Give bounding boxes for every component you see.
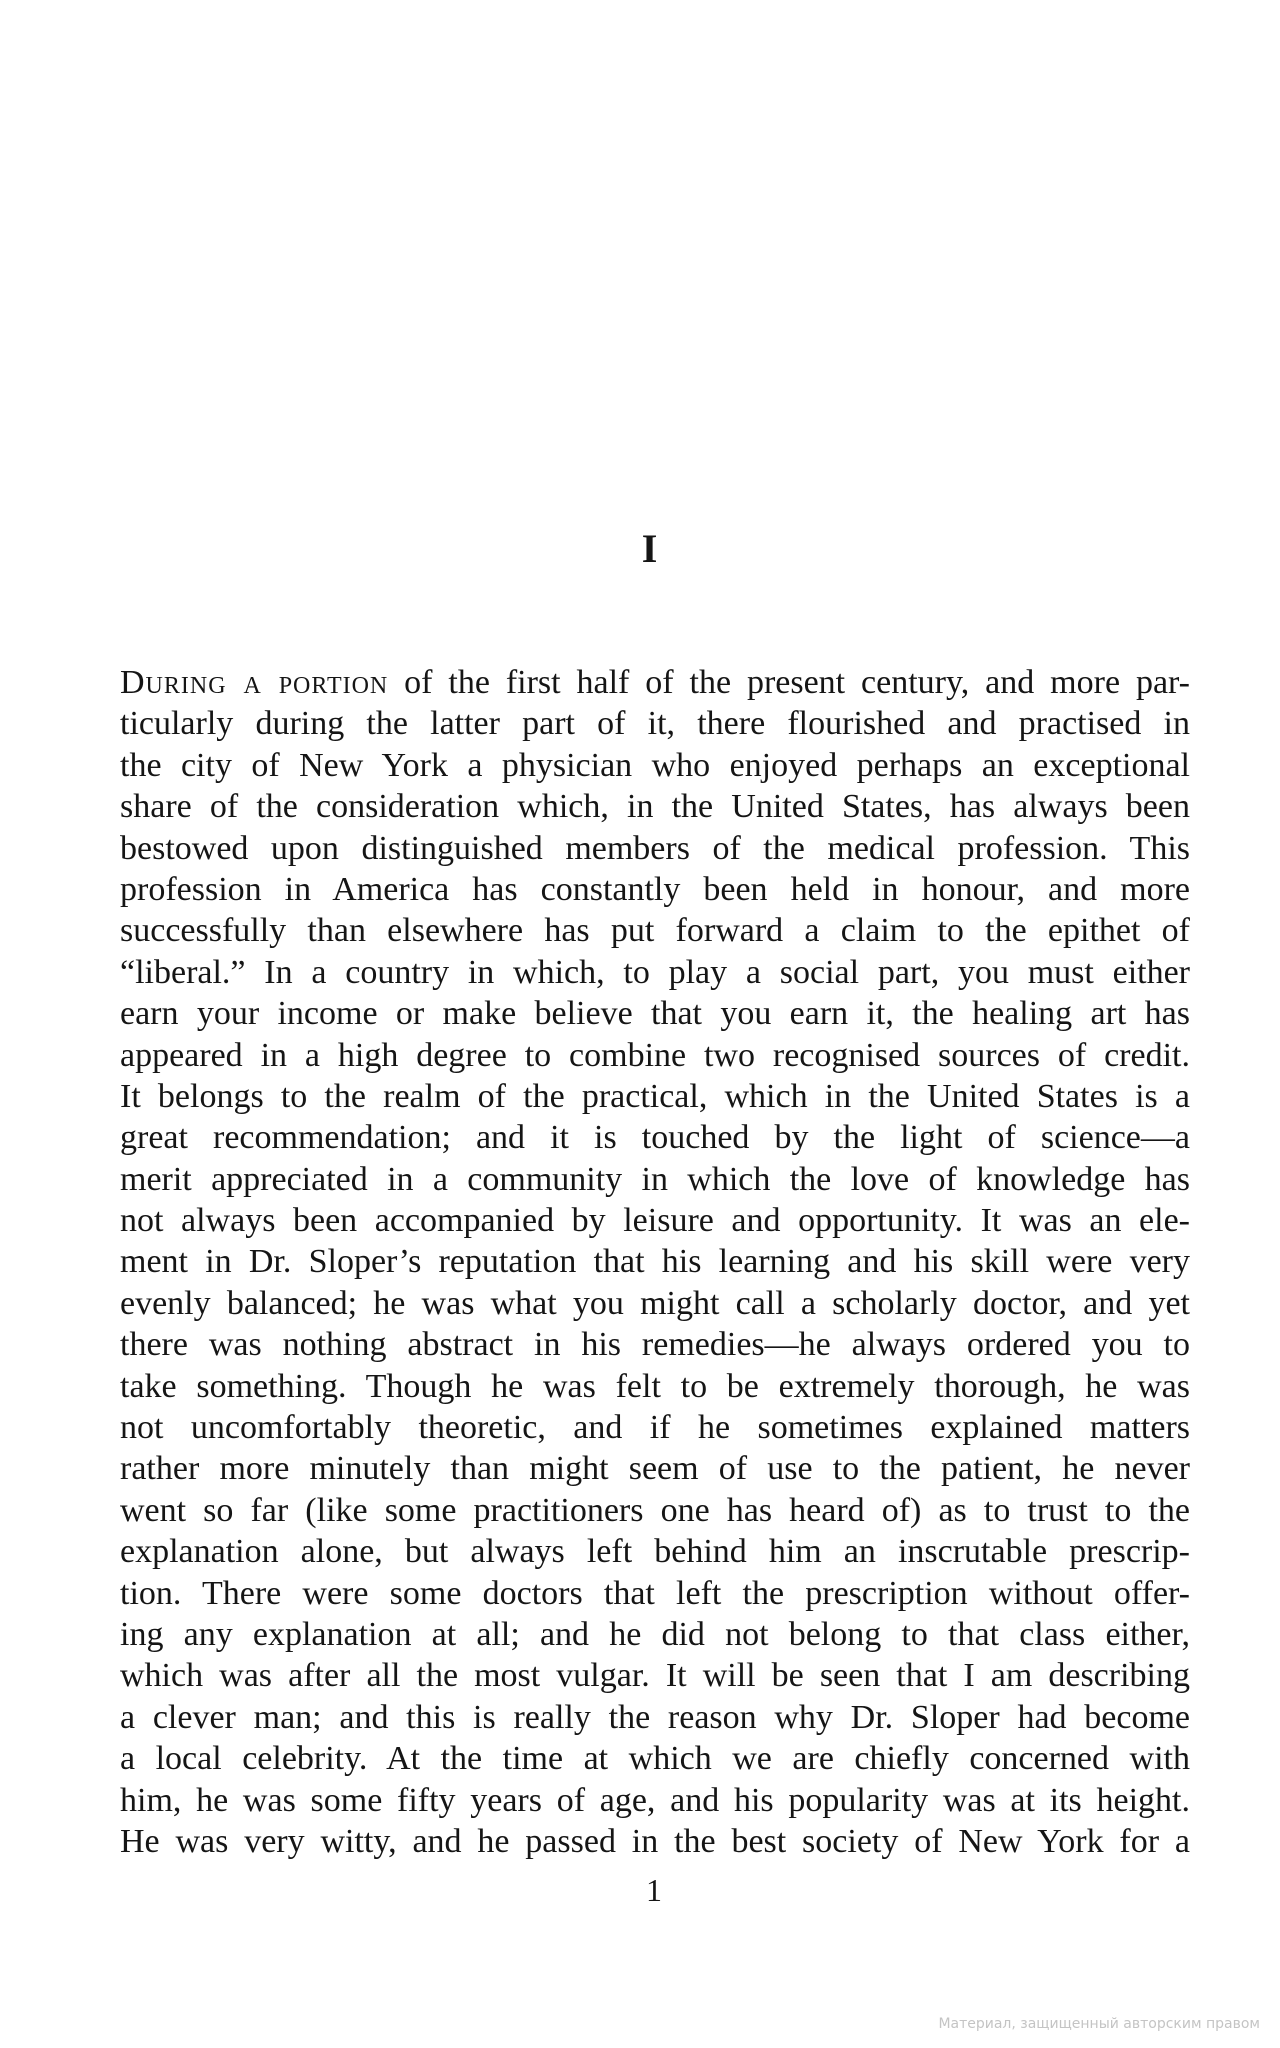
text-line: ticularly during the latter part of it, there flourished and practised in — [120, 705, 1190, 743]
text-line: bestowed upon distinguished members of the medical profession. This — [120, 829, 1190, 867]
chapter-number: I — [641, 526, 659, 571]
text-line: He was very witty, and he passed in the best society of New York for a — [120, 1822, 1190, 1860]
text-line: a clever man; and this is really the reason why Dr. Sloper had become — [120, 1698, 1190, 1736]
text-line: not always been accompanied by leisure and opportunity. It was an ele- — [120, 1202, 1190, 1240]
copyright-watermark: Материал, защищенный авторским правом — [938, 2016, 1260, 2032]
text-line: which was after all the most vulgar. It will be seen that I am describing — [120, 1657, 1190, 1695]
text-line: “liberal.” In a country in which, to play a social part, you must either — [120, 953, 1190, 991]
text-line: him, he was some fifty years of age, and his popularity was at its height. — [120, 1781, 1190, 1819]
text-line: there was nothing abstract in his remedies—he always ordered you to — [120, 1326, 1190, 1364]
text-line: earn your income or make believe that you earn it, the healing art has — [120, 995, 1190, 1033]
text-line: great recommendation; and it is touched by the light of science—a — [120, 1119, 1190, 1157]
text-line: share of the consideration which, in the United States, has always been — [120, 788, 1190, 826]
text-line: successfully than elsewhere has put forward a claim to the epithet of — [120, 912, 1190, 950]
text-line: tion. There were some doctors that left the prescription without offer- — [120, 1574, 1190, 1612]
text-line: evenly balanced; he was what you might call a scholarly doctor, and yet — [120, 1284, 1190, 1322]
text-line: appeared in a high degree to combine two recognised sources of credit. — [120, 1036, 1190, 1074]
text-line: merit appreciated in a community in which the love of knowledge has — [120, 1160, 1190, 1198]
text-line: ing any explanation at all; and he did not belong to that class either, — [120, 1615, 1190, 1653]
text-line: went so far (like some practitioners one has heard of) as to trust to the — [120, 1491, 1190, 1529]
text-line: take something. Though he was felt to be extremely thorough, he was — [120, 1367, 1190, 1405]
text-line: explanation alone, but always left behind him an inscrutable prescrip- — [120, 1533, 1190, 1571]
page-number: 1 — [646, 1872, 662, 1908]
text-line: rather more minutely than might seem of use to the patient, he never — [120, 1450, 1190, 1488]
text-line: not uncomfortably theoretic, and if he sometimes explained matters — [120, 1409, 1190, 1447]
text-line-1 — [120, 662, 1190, 703]
text-line: It belongs to the realm of the practical, which in the United States is a — [120, 1077, 1190, 1115]
text-line: a local celebrity. At the time at which we are chiefly concerned with — [120, 1740, 1190, 1778]
chapter-body — [120, 662, 1190, 1862]
text-line: the city of New York a physician who enjoyed perhaps an exceptional — [120, 746, 1190, 784]
text-line: profession in America has constantly been held in honour, and more — [120, 870, 1190, 908]
opening-rest: of the first half of the present century, and more par- — [388, 664, 1190, 701]
opening-smallcaps: During a portion — [120, 664, 389, 701]
text-line: ment in Dr. Sloper’s reputation that his learning and his skill were very — [120, 1243, 1190, 1281]
